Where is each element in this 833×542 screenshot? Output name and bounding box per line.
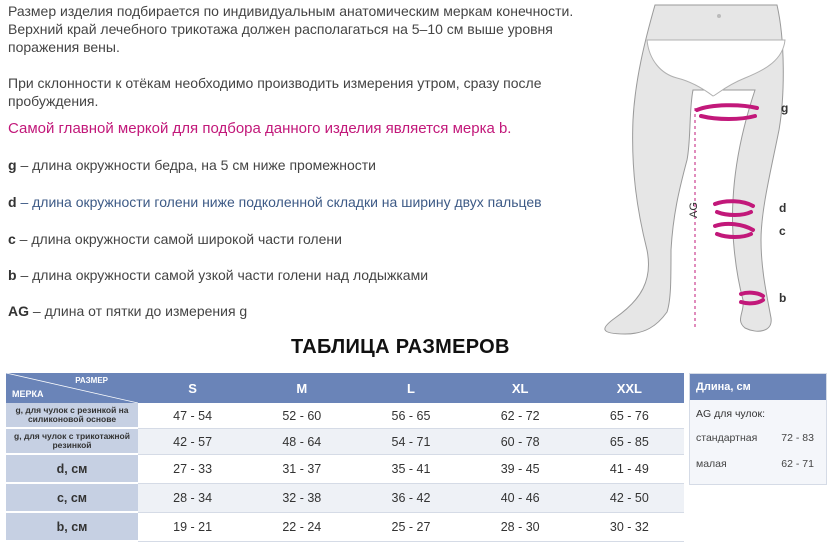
- table-cell: 32 - 38: [247, 484, 356, 513]
- row-label: b, см: [6, 513, 138, 542]
- table-cell: 39 - 45: [466, 455, 575, 484]
- label-d: d: [779, 201, 787, 215]
- size-header-s: S: [138, 373, 247, 403]
- table-cell: 41 - 49: [575, 455, 684, 484]
- measurement-key: d: [8, 194, 17, 210]
- table-cell: 36 - 42: [356, 484, 465, 513]
- table-cell: 40 - 46: [466, 484, 575, 513]
- size-header-l: L: [356, 373, 465, 403]
- measurement-desc: – длина окружности самой широкой части голени: [15, 231, 342, 247]
- measurement-key: g: [8, 157, 17, 173]
- row-label: g, для чулок с резинкой на силиконовой основе: [6, 403, 138, 429]
- measurement-key: c: [8, 231, 16, 247]
- table-cell: 30 - 32: [575, 513, 684, 542]
- measurement-desc: – длина окружности голени ниже подколенной складки на ширину двух пальцев: [16, 194, 542, 210]
- measurement-desc: – длина от пятки до измерения g: [29, 303, 248, 319]
- length-panel: [689, 373, 827, 485]
- size-header-xl: XL: [466, 373, 575, 403]
- table-cell: 56 - 65: [356, 403, 465, 429]
- intro-paragraph-2: При склонности к отёкам необходимо производить измерения утром, сразу после пробуждения.: [8, 75, 542, 109]
- table-cell: 60 - 78: [466, 429, 575, 455]
- length-row-value: 72 - 83: [781, 432, 814, 444]
- table-cell: 42 - 50: [575, 484, 684, 513]
- table-cell: 28 - 34: [138, 484, 247, 513]
- corner-size-label: РАЗМЕР: [75, 376, 108, 385]
- length-row-label: малая: [696, 458, 727, 470]
- row-label: d, см: [6, 455, 138, 484]
- size-header-m: M: [247, 373, 356, 403]
- table-cell: 54 - 71: [356, 429, 465, 455]
- measurement-g: [8, 157, 376, 173]
- table-cell: 62 - 72: [466, 403, 575, 429]
- measurement-c: [8, 231, 342, 247]
- label-g: g: [781, 101, 789, 115]
- table-row: [6, 513, 684, 542]
- table-title: ТАБЛИЦА РАЗМЕРОВ: [291, 336, 510, 358]
- measurement-d: [8, 194, 542, 210]
- table-cell: 65 - 85: [575, 429, 684, 455]
- table-cell: 48 - 64: [247, 429, 356, 455]
- navel-mark: [717, 14, 721, 18]
- table-cell: 31 - 37: [247, 455, 356, 484]
- size-header-xxl: XXL: [575, 373, 684, 403]
- table-cell: 19 - 21: [138, 513, 247, 542]
- size-table: [6, 373, 684, 542]
- leg-diagram: [585, 0, 825, 340]
- table-corner: [6, 373, 138, 403]
- measurement-ag: [8, 303, 247, 319]
- length-panel-header: Длина, см: [690, 374, 826, 400]
- row-label: g, для чулок с трикотажной резинкой: [6, 429, 138, 455]
- table-row: [6, 403, 684, 429]
- length-row-value: 62 - 71: [781, 458, 814, 470]
- table-row: [6, 455, 684, 484]
- table-cell: 42 - 57: [138, 429, 247, 455]
- measurement-b: [8, 267, 428, 283]
- table-cell: 22 - 24: [247, 513, 356, 542]
- table-cell: 47 - 54: [138, 403, 247, 429]
- table-row: [6, 484, 684, 513]
- label-ag: AG: [688, 202, 700, 218]
- table-cell: 28 - 30: [466, 513, 575, 542]
- table-cell: 35 - 41: [356, 455, 465, 484]
- corner-measure-label: МЕРКА: [12, 389, 44, 399]
- table-cell: 65 - 76: [575, 403, 684, 429]
- main-measure-note: Самой главной меркой для подбора данного изделия является мерка b.: [8, 120, 512, 137]
- length-row-label: стандартная: [696, 432, 758, 444]
- measurement-desc: – длина окружности самой узкой части голени над лодыжками: [16, 267, 429, 283]
- measurement-key: b: [8, 267, 17, 283]
- intro-text: [8, 2, 598, 110]
- label-c: c: [779, 224, 786, 238]
- row-label: c, см: [6, 484, 138, 513]
- table-cell: 25 - 27: [356, 513, 465, 542]
- length-row-small: [690, 458, 826, 470]
- label-b: b: [779, 291, 787, 305]
- measurement-key: AG: [8, 303, 29, 319]
- ag-stockings-label: AG для чулок:: [696, 408, 766, 420]
- table-cell: 27 - 33: [138, 455, 247, 484]
- table-cell: 52 - 60: [247, 403, 356, 429]
- table-row: [6, 429, 684, 455]
- measurement-desc: – длина окружности бедра, на 5 см ниже промежности: [16, 157, 376, 173]
- length-row-standard: [690, 432, 826, 444]
- intro-paragraph-1: Размер изделия подбирается по индивидуальным анатомическим меркам конечности. Верхний край лечебного трикотажа должен располагаться на 5–10 см выше уровня поражения вены.: [8, 3, 574, 55]
